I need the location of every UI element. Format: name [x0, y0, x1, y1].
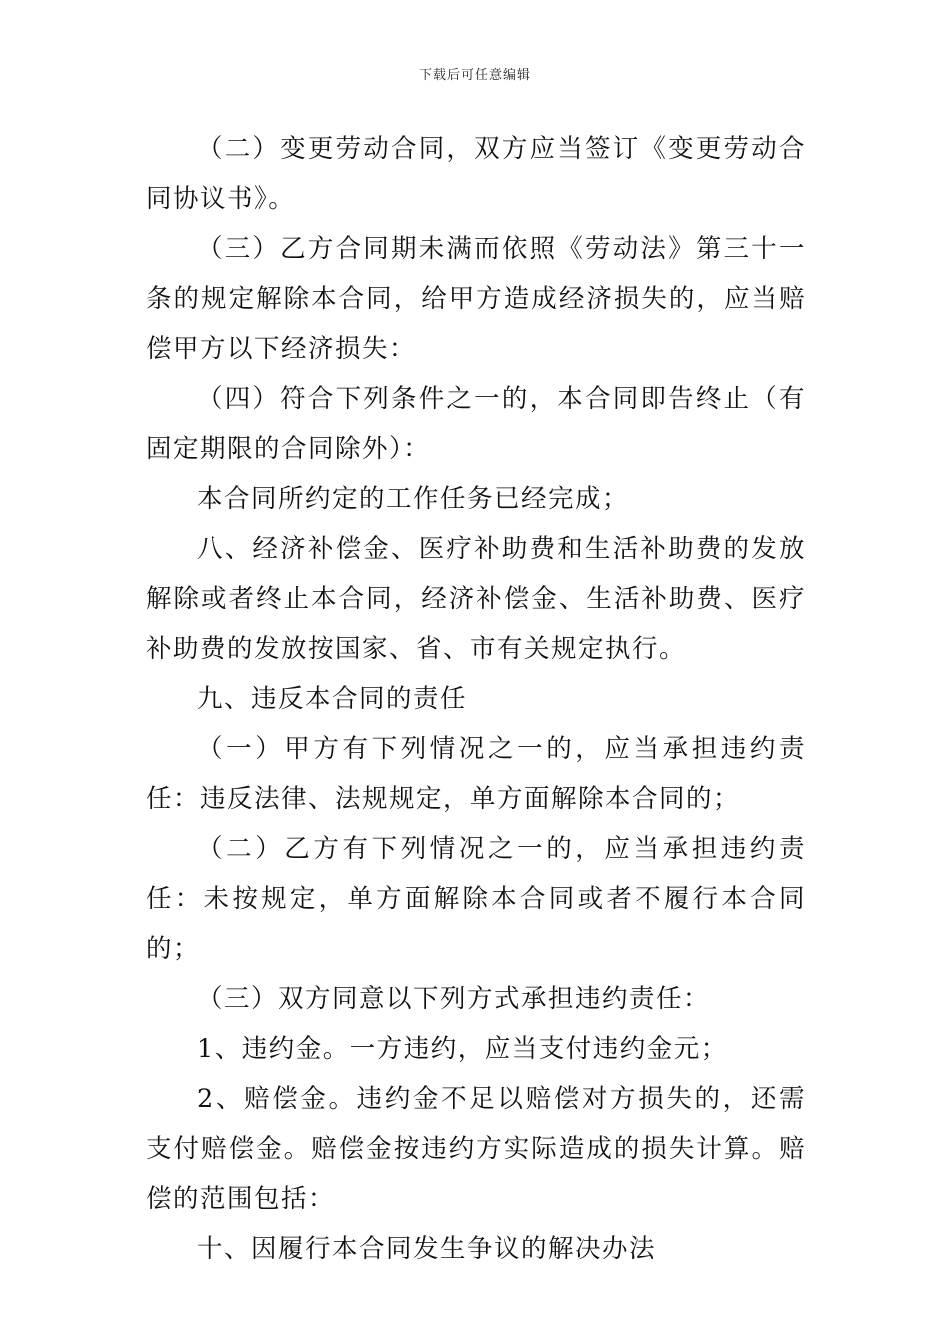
- paragraph-early-termination-compensation: （三）乙方合同期未满而依照《劳动法》第三十一条的规定解除本合同，给甲方造成经济损失的，应当赔偿甲方以下经济损失：: [146, 234, 806, 364]
- paragraph-section-eight: 八、经济补偿金、医疗补助费和生活补助费的发放解除或者终止本合同，经济补偿金、生活补助费、医疗补助费的发放按国家、省、市有关规定执行。: [146, 534, 806, 664]
- paragraph-penalty: 1、违约金。一方违约，应当支付违约金元；: [197, 1034, 728, 1064]
- paragraph-task-completed: 本合同所约定的工作任务已经完成；: [197, 484, 630, 514]
- paragraph-section-nine-heading: 九、违反本合同的责任: [197, 684, 468, 714]
- paragraph-compensation: 2、赔偿金。违约金不足以赔偿对方损失的，还需支付赔偿金。赔偿金按违约方实际造成的损失计算。赔偿的范围包括：: [146, 1084, 806, 1214]
- paragraph-party-a-liability: （一）甲方有下列情况之一的，应当承担违约责任：违反法律、法规规定，单方面解除本合同的；: [146, 734, 806, 814]
- paragraph-section-ten-heading: 十、因履行本合同发生争议的解决办法: [197, 1234, 657, 1264]
- page-header: 下载后可任意编辑: [418, 68, 531, 83]
- paragraph-termination-conditions: （四）符合下列条件之一的，本合同即告终止（有固定期限的合同除外）：: [146, 384, 806, 464]
- paragraph-change-contract: （二）变更劳动合同，双方应当签订《变更劳动合同协议书》。: [146, 134, 806, 214]
- paragraph-liability-methods: （三）双方同意以下列方式承担违约责任：: [197, 984, 711, 1014]
- document-body: [146, 124, 806, 1274]
- paragraph-party-b-liability: （二）乙方有下列情况之一的，应当承担违约责任：未按规定，单方面解除本合同或者不履行本合同的；: [146, 834, 806, 964]
